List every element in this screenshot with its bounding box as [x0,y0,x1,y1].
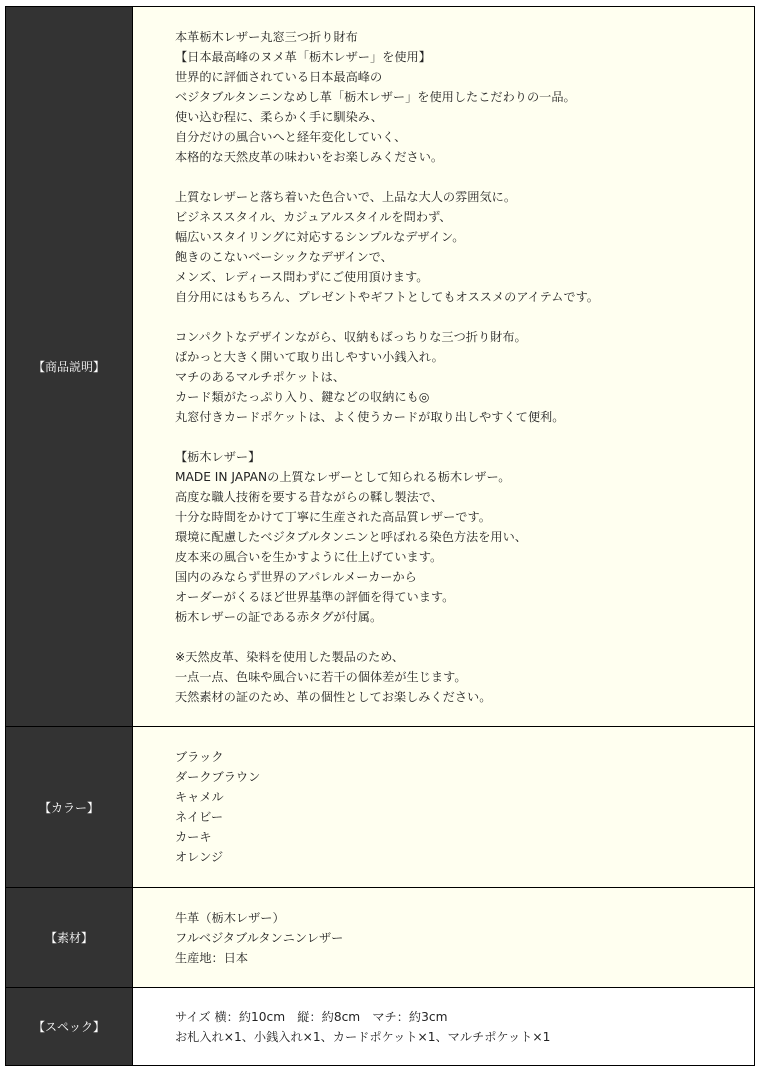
text-line: キャメル [175,790,224,804]
text-line: オレンジ [175,850,224,864]
text-line: ネイビー [175,810,224,824]
row-description [6,7,755,727]
text-line: 環境に配慮したベジタブルタンニンと呼ばれる染色方法を用い、 [175,530,527,544]
text-line: 自分用にはもちろん、プレゼントやギフトとしてもオススメのアイテムです。 [175,290,599,304]
text-line: 丸窓付きカードポケットは、よく使うカードが取り出しやすくて便利。 [175,410,565,424]
text-line: 自分だけの風合いへと経年変化していく、 [175,130,407,144]
text-line: 幅広いスタイリングに対応するシンプルなデザイン。 [175,230,465,244]
text-line: 天然素材の証のため、革の個性としてお楽しみください。 [175,690,492,704]
blank-line [175,427,754,447]
text-line: 世界的に評価されている日本最高峰の [175,70,383,84]
text-line: MADE IN JAPANの上質なレザーとして知られる栃木レザー。 [175,470,511,484]
label-spec: 【スペック】 [6,988,133,1066]
text-line: ビジネススタイル、カジュアルスタイルを問わず、 [175,210,452,224]
row-material [6,888,755,988]
blank-line [175,307,754,327]
text-line: ブラック [175,750,224,764]
label-color: 【カラー】 [6,727,133,888]
blank-line [175,167,754,187]
text-line: お札入れ×1、小銭入れ×1、カードポケット×1、マルチポケット×1 [175,1029,551,1044]
text-line: ダークブラウン [175,770,261,784]
product-spec-table [5,6,755,1066]
blank-line [175,627,754,647]
text-line: カーキ [175,830,212,844]
value-description [133,7,755,727]
text-line: マチのあるマルチポケットは、 [175,370,346,384]
text-line: 高度な職人技術を要する昔ながらの鞣し製法で、 [175,490,443,504]
text-line: 一点一点、色味や風合いに若干の個体差が生じます。 [175,670,467,684]
text-line: メンズ、レディース問わずにご使用頂けます。 [175,270,429,284]
text-line: 栃木レザーの証である赤タグが付属。 [175,610,383,624]
text-line: オーダーがくるほど世界基準の評価を得ています。 [175,590,455,604]
value-material [133,888,755,988]
text-line: カード類がたっぷり入り、鍵などの収納にも◎ [175,390,430,404]
text-line: 【栃木レザー】 [175,450,261,464]
text-line: コンパクトなデザインながら、収納もばっちりな三つ折り財布。 [175,330,527,344]
label-material: 【素材】 [6,888,133,988]
text-line: ぱかっと大きく開いて取り出しやすい小銭入れ。 [175,350,444,364]
text-line: サイズ 横：約10cm 縦：約8cm マチ：約3cm [175,1009,448,1024]
value-spec [133,988,755,1066]
text-line: ベジタブルタンニンなめし革「栃木レザー」を使用したこだわりの一品。 [175,90,576,104]
value-color [133,727,755,888]
text-line: ※天然皮革、染料を使用した製品のため、 [175,650,405,664]
row-color [6,727,755,888]
text-line: 本格的な天然皮革の味わいをお楽しみください。 [175,150,444,164]
text-line: 牛革（栃木レザー） [175,910,285,925]
text-line: 上質なレザーと落ち着いた色合いで、上品な大人の雰囲気に。 [175,190,517,204]
text-line: 生産地：日本 [175,950,249,965]
text-line: 飽きのこないベーシックなデザインで、 [175,250,393,264]
label-description: 【商品説明】 [6,7,133,727]
text-line: 国内のみならず世界のアパレルメーカーから [175,570,417,584]
text-line: 本革栃木レザー丸窓三つ折り財布 [175,30,358,44]
text-line: 【日本最高峰のヌメ革「栃木レザー」を使用】 [175,50,431,64]
text-line: フルベジタブルタンニンレザー [175,930,344,945]
text-line: 使い込む程に、柔らかく手に馴染み、 [175,110,383,124]
row-spec [6,988,755,1066]
text-line: 皮本来の風合いを生かすように仕上げています。 [175,550,443,564]
text-line: 十分な時間をかけて丁寧に生産された高品質レザーです。 [175,510,491,524]
